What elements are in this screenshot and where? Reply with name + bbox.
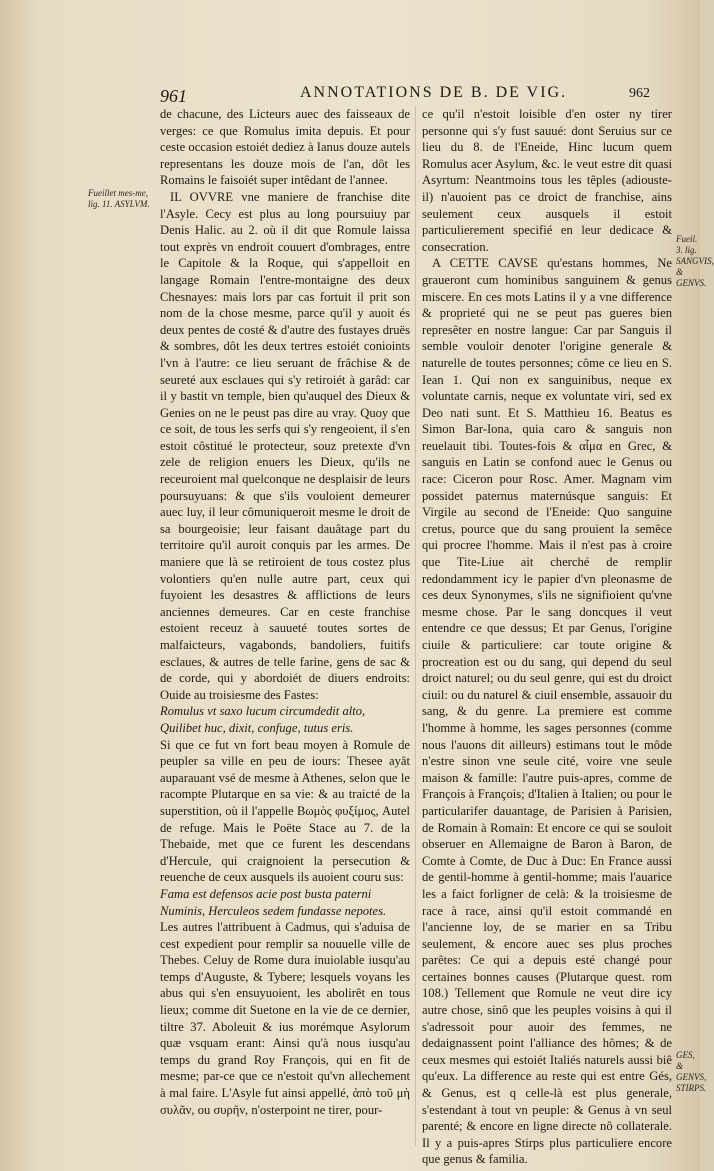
margin-note-right-1: Fueil. 3. lig. SANGVIS, & GENVS. [676,234,714,288]
paragraph: Si que ce fut vn fort beau moyen à Romule de peupler sa ville en peu de iours: Thesee ayât auparauant vsé de mesme à Athenes, selon que le racompte Plutarque en sa vie: & au traicté de la superstition, où il l'appelle Βωμὸς φυξίμος, Autel de refuge. Mais le Poëte Stace au 7. de la Thebaide, met que ce furent les descendans d'Hercule, qui craignoient la persecution & reuenche de ceux ausquels ils auoient couru sus: [160,737,410,885]
folio-left: 961 [160,86,187,106]
page-header [150,84,650,106]
paragraph: Les autres l'attribuent à Cadmus, qui s'aduisa de cest expedient pour remplir sa nouuelle ville de Thebes. Celuy de Rome dura inuiolable iusqu'au temps d'Auguste, & Tybere; lesquels voyans les abus qui s'en ensuyuoient, les abolirêt en tous lieux; comme dit Suetone en la vie de ce dernier, tiltre 37. Aboleuit & ius morémque Asylorum quæ vsquam erant: Ainsi qu'à nous iusqu'au temps du grand Roy François, qui en fit de mesme; par-ce que ce n'estoit qu'vn allechement à mal faire. L'Asyle fut ainsi appellé, ἀπὸ τοῦ μὴ συλᾶν, ou συρῆν, n'osterpoint ne tirer, pour- [160,920,410,1117]
folio-right: 962 [629,86,650,101]
left-column [160,106,410,1118]
paragraph: A CETTE CAVSE qu'estans hommes, Ne graueront cum hominibus sanguinem & genus miscere. En ces mots Latins il y a vne difference & proprieté qui ne se peut pas gueres bien represêter en nostre langue: Car par Sanguis il semble vouloir denoter l'origine generale & naturelle de toutes personnes; côme ce lieu en S. Iean 1. Qui non ex sanguinibus, neque ex voluntate carnis, neque ex voluntate viri, sed ex Deo nati sunt. Et S. Matthieu 16. Beatus es Simon Bar-Iona, quia caro & sanguis non reuelauit tibi. Toutes-fois & αἷμα en Grec, & sanguis en Latin se confond auec le Genus ou race: Ciceron pour Rosc. Amer. Magnam vim possidet paternus maternúsque sanguis: Et Virgile au second de l'Eneide: Quo sanguine cretus, pource que du sang prouient la semêce qui procree l'homme. Mais il n'est pas à croire que Tite-Liue ait cherché de remplir redondamment icy le papier d'vn pleonasme de ces deux Synonymes, s'ils ne signifioient qu'vne mesme chose. Par le sang doncques il veut entendre ce que dessus; Et par Genus, l'origine ciuile & particuliere: car toute origine & procreation est ou du sang, qui depend du seul droict naturel; ou du seul genre, qui est du droict ciuil: ou du naturel & ciuil ensemble, assauoir du sang, & du genre. La premiere est comme l'homme à homme, les sages personnes (comme nous l'auons dit ailleurs) estimans tout le môde n'estre sinon vne seule cité, voire vne seule maison & famille: l'autre puis-apres, comme de François à François; d'Italien à Italien; ou pour le particularifer dauantage, de Parisien à Parisien, de Romain à Romain: Et encore ce qui se souloit obseruer en Allemaigne de Baron à Baron, de Comte à Comte, de Duc à Duc: En France aussi de gentil-homme à gentil-homme; mais l'auarice les a faict forligner de celà: & la troisiesme de race à race, ainsi qu'il estoit commandé en l'ancienne loy, de se marier en sa Tribu seulement, & encore auec ses plus proches parêtes: Ce qui a depuis esté changé pour certaines bonnes causes (Plutarque quest. rom 108.) Tellement que Romule ne veut dire icy autre chose, sinô que les peuples voisins à qui il s'adressoit pour auoir des femmes, ne dedaignassent point l'alliance des hômes; & de ceux mesmes qui estoiét Italiés naturels aussi biê qu'eux. La difference au reste qui est entre Gés, & Genus, est q celle-là est plus generale, s'estendant à tout vn peuple: & Genus à vn seul parenté; & encore en ligne directe nô collaterale. Il y a puis-apres Stirps plus particuliere encore que genus & familia. [422,256,672,1167]
margin-note-left: Fueillet mes-me, lig. 11. ASYLVM. [88,188,150,209]
paragraph: ce qu'il n'estoit loisible d'en oster ny tirer personne qui s'y fust sauué: dont Seruius sur ce lieu du 8. de l'Eneide, Hinc lucum quem Romulus acer Asylum, &c. le veut estre dit quasi Asyrtum: Neantmoins tous les têples (adiouste-il) n'auoient pas ce droict de franchise, ains seulement ceux ausquels il estoit particulierement specifié en leur dedicace & consecration. [422,107,672,254]
verse-line: Quilibet huc, dixit, confuge, tutus eris. [160,720,354,735]
running-title: ANNOTATIONS DE B. DE VIG. [300,84,568,101]
verse-line: Numinis, Herculeos sedem fundasse nepotes. [160,903,387,918]
verse-line: Fama est defensos acie post busta paterni [160,886,372,901]
right-column [422,106,672,1168]
column-divider [415,106,416,1146]
verse-line: Romulus vt saxo lucum circumdedit alto, [160,704,366,719]
margin-note-right-2: GES, & GENVS, STIRPS. [676,1050,707,1093]
paragraph: de chacune, des Licteurs auec des faisseaux de verges: ce que Romulus imita depuis. Et pour ceste occasion estoiét dediez à Ianus douze autels representans les douze mois de l'an, dôt les Romains le faisoiét super intêdant de l'annee. [160,107,410,188]
paragraph: IL OVVRE vne maniere de franchise dite l'Asyle. Cecy est plus au long poursuiuy par Denis Halic. au 2. où il dit que Romule laissa tout exprès vn endroit couuert d'ombrages, entre le Capitole & la Roque, qui s'appelloit en langage Romain l'entre-montaigne des deux Chesnayes: mais lors par cas fortuit il prit son nom de la chose mesme, parce qu'il y auoit és deux pentes de costé & d'autre des fustayes druës & sombres, dôt les deux tertres estoiét conioints l'vn à l'autre: ce lieu seruant de frâchise & de seureté aux esclaues qui s'y retiroiét à garâd: car il y bastit vn temple, bien qu'auquel des Dieux & Genies on ne le peust pas dire au vray. Quoy que ce soit, de tous les serfs qui s'y rengeoient, il s'en estoit côstitué le protecteur, souz pretexte d'vn zele de religion enuers les Dieux, qu'ils ne receuroient mal quelconque ne desplaisir de leurs poursuyuans: & que s'ils vouloient demeurer auec luy, il leur cômuniqueroit mesme le droit de sa bourgeoisie; leur faisant dauâtage part du territoire qu'il auroit conquis par les armes. De maniere que là se retiroient de tous costez plus volontiers qu'en nulle autre part, ceux qui fuyoient les desastres & afflictions de leurs anciennes demeures. Car en ceste franchise estoient receuz à sauueté toutes sortes de malfaicteurs, vagabonds, bandoliers, fuitifs esclaues, & autres de telle farine, gens de sac & de corde, qui y abordoiét de diuers endroits: Ouide au troisiesme des Fastes: [160,189,410,702]
